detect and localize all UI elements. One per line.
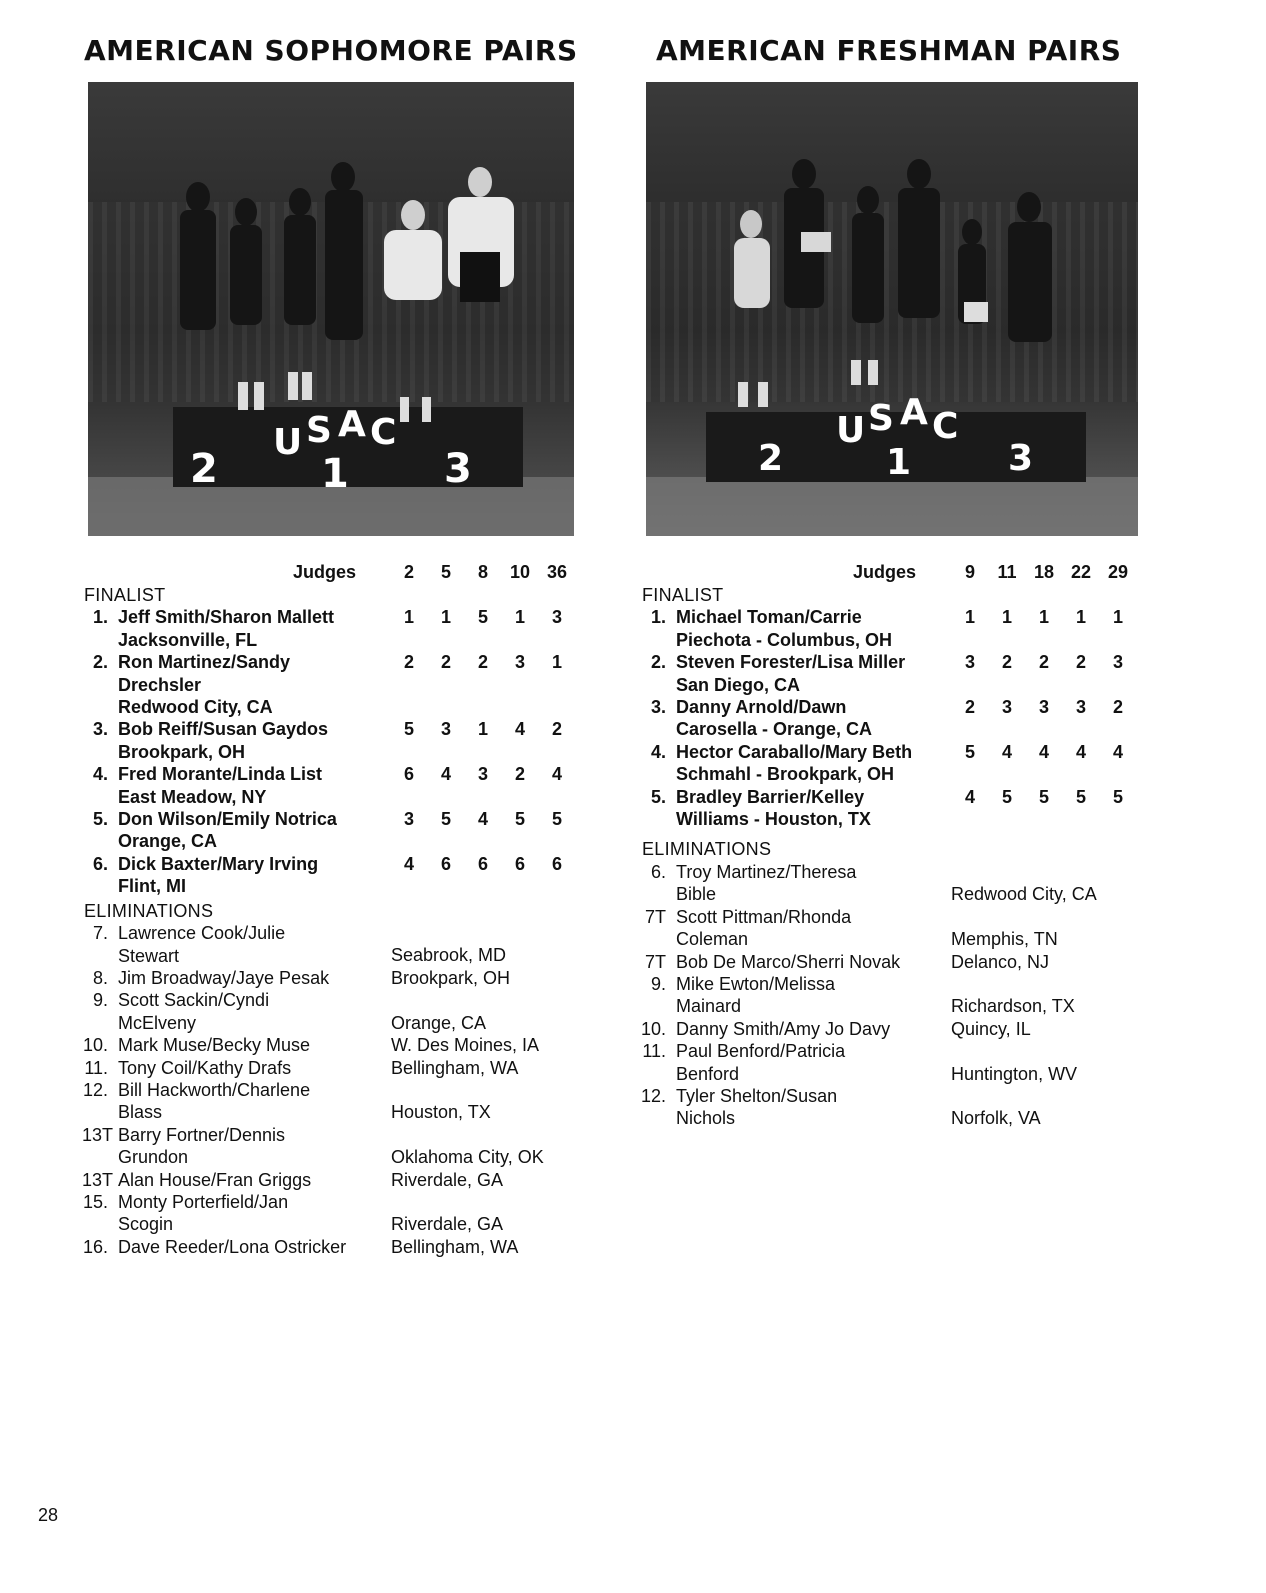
svg-text:1: 1 (321, 451, 349, 497)
place: 1. (650, 607, 666, 628)
entry-line: East Meadow, NY (118, 786, 267, 807)
svg-text:U: U (836, 410, 866, 451)
score: 4 (551, 764, 562, 785)
location: Delanco, NJ (951, 951, 1050, 972)
eliminations-label: ELIMINATIONS (84, 900, 214, 921)
elimination-row (642, 1018, 1142, 1040)
score: 2 (1112, 697, 1123, 718)
score: 1 (514, 607, 525, 628)
elimination-row (84, 1169, 584, 1191)
elimination-row (642, 951, 1142, 973)
location: Richardson, TX (951, 996, 1075, 1017)
score: 4 (1038, 741, 1049, 762)
score: 3 (1001, 697, 1012, 718)
place: 16. (82, 1236, 108, 1257)
entry-line: Bob Reiff/Susan Gaydos (118, 719, 329, 740)
score: 5 (1112, 786, 1123, 807)
eliminations-label: ELIMINATIONS (642, 839, 772, 860)
location: W. Des Moines, IA (391, 1035, 540, 1056)
finalist-row (84, 651, 584, 718)
location: Houston, TX (391, 1102, 491, 1123)
place: 12. (640, 1085, 666, 1106)
location: Redwood City, CA (951, 884, 1097, 905)
entry-line: Michael Toman/Carrie (676, 607, 862, 628)
location: Memphis, TN (951, 929, 1058, 950)
score: 1 (477, 719, 488, 740)
score: 3 (551, 607, 562, 628)
finalist-list (642, 606, 1142, 830)
elimination-row (84, 1236, 584, 1258)
freshman-results (642, 561, 1142, 1130)
finalist-row (84, 606, 584, 651)
score: 3 (440, 719, 451, 740)
entry-line: Schmahl - Brookpark, OH (676, 764, 895, 785)
judge-number: 22 (1070, 562, 1092, 582)
entry-line: Don Wilson/Emily Notrica (118, 809, 337, 830)
place: 7T (644, 906, 666, 927)
score: 5 (964, 741, 975, 762)
score: 2 (1075, 652, 1086, 673)
score: 4 (440, 764, 451, 785)
entry-line: Mainard (676, 996, 742, 1017)
score: 3 (1112, 652, 1123, 673)
score: 2 (1038, 652, 1049, 673)
judge-number: 5 (440, 562, 451, 582)
entry-line: Flint, MI (118, 876, 186, 897)
score: 5 (514, 809, 525, 830)
place: 1. (92, 607, 108, 628)
score: 3 (403, 809, 414, 830)
elimination-row (84, 1124, 584, 1169)
entry-line: Mike Ewton/Melissa (676, 973, 836, 994)
svg-text:C: C (932, 406, 959, 447)
svg-text:A: A (338, 404, 366, 445)
entry-line: Drechsler (118, 674, 202, 695)
entry-line: Orange, CA (118, 831, 218, 852)
score: 3 (1075, 697, 1086, 718)
score: 1 (1075, 607, 1086, 628)
place: 6. (92, 853, 108, 874)
entry-line: Danny Smith/Amy Jo Davy (676, 1018, 891, 1039)
score: 4 (477, 809, 488, 830)
place: 3. (92, 719, 108, 740)
entry-line: Mark Muse/Becky Muse (118, 1035, 311, 1056)
entry-line: Tyler Shelton/Susan (676, 1085, 838, 1106)
place: 2. (650, 652, 666, 673)
location: Riverdale, GA (391, 1214, 504, 1235)
score: 6 (551, 853, 562, 874)
elimination-row (642, 906, 1142, 951)
finalist-row (84, 718, 584, 763)
score: 2 (403, 652, 414, 673)
entry-line: Danny Arnold/Dawn (676, 697, 847, 718)
place: 7. (92, 923, 108, 944)
judge-number: 36 (546, 562, 568, 582)
entry-line: Lawrence Cook/Julie (118, 923, 286, 944)
score: 4 (964, 786, 975, 807)
place: 5. (92, 809, 108, 830)
score: 5 (551, 809, 562, 830)
score: 2 (551, 719, 562, 740)
score: 4 (514, 719, 525, 740)
entry-line: Bible (676, 884, 717, 905)
score: 4 (1001, 741, 1012, 762)
entry-line: Williams - Houston, TX (676, 809, 871, 830)
score: 3 (1038, 697, 1049, 718)
score: 6 (477, 853, 488, 874)
entry-line: Jim Broadway/Jaye Pesak (118, 967, 330, 988)
finalist-row (84, 808, 584, 853)
entry-line: Jacksonville, FL (118, 629, 258, 650)
finalist-label: FINALIST (642, 585, 724, 605)
elimination-row (84, 1191, 584, 1236)
elimination-row (84, 967, 584, 989)
entry-line: Scott Pittman/Rhonda (676, 906, 852, 927)
entry-line: Coleman (676, 929, 749, 950)
score: 1 (1001, 607, 1012, 628)
finalist-row (642, 606, 1142, 651)
finalist-row (642, 696, 1142, 741)
place: 15. (82, 1191, 108, 1212)
place: 3. (650, 697, 666, 718)
entry-line: Steven Forester/Lisa Miller (676, 652, 906, 673)
score: 5 (1001, 786, 1012, 807)
elimination-row (84, 1057, 584, 1079)
finalist-row (84, 853, 584, 898)
location: Seabrook, MD (391, 945, 507, 966)
entry-line: Dave Reeder/Lona Ostricker (118, 1236, 347, 1257)
score: 1 (964, 607, 975, 628)
score: 1 (403, 607, 414, 628)
score: 2 (964, 697, 975, 718)
finalist-row (642, 651, 1142, 696)
elimination-row (642, 1040, 1142, 1085)
entry-line: Scogin (118, 1214, 174, 1235)
score: 1 (1112, 607, 1123, 628)
score: 1 (1038, 607, 1049, 628)
elimination-row (84, 1079, 584, 1124)
judge-number: 2 (403, 562, 414, 582)
location: Riverdale, GA (391, 1169, 504, 1190)
section-title: AMERICAN SOPHOMORE PAIRS (84, 34, 578, 67)
location: Orange, CA (391, 1012, 487, 1033)
svg-text:C: C (370, 412, 397, 453)
place: 10. (640, 1018, 666, 1039)
place: 9. (92, 990, 108, 1011)
entry-line: Bob De Marco/Sherri Novak (676, 951, 901, 972)
location: Quincy, IL (951, 1018, 1031, 1039)
entry-line: Monty Porterfield/Jan (118, 1191, 289, 1212)
elimination-row (84, 922, 584, 967)
score: 4 (1075, 741, 1086, 762)
svg-text:1: 1 (886, 442, 912, 483)
judges-label: Judges (293, 562, 357, 582)
location: Brookpark, OH (391, 967, 511, 988)
elimination-row (642, 861, 1142, 906)
judge-number: 9 (964, 562, 975, 582)
svg-text:2: 2 (190, 446, 218, 492)
entry-line: Troy Martinez/Theresa (676, 861, 857, 882)
score: 3 (964, 652, 975, 673)
entry-line: Bradley Barrier/Kelley (676, 786, 865, 807)
place: 4. (92, 764, 108, 785)
section-title: AMERICAN FRESHMAN PAIRS (656, 34, 1122, 67)
score: 3 (514, 652, 525, 673)
score: 2 (440, 652, 451, 673)
podium-photo-image (646, 82, 1138, 536)
entry-line: Grundon (118, 1147, 189, 1168)
score: 5 (1075, 786, 1086, 807)
podium-photo (646, 82, 1138, 536)
svg-text:S: S (306, 410, 332, 451)
score: 2 (477, 652, 488, 673)
score: 6 (440, 853, 451, 874)
elimination-row (84, 989, 584, 1034)
finalist-label: FINALIST (84, 585, 166, 605)
place: 7T (644, 951, 666, 972)
score: 6 (514, 853, 525, 874)
entry-line: Carosella - Orange, CA (676, 719, 873, 740)
place: 6. (650, 861, 666, 882)
place: 5. (650, 786, 666, 807)
score: 5 (403, 719, 414, 740)
place: 13T (82, 1169, 114, 1190)
entry-line: Piechota - Columbus, OH (676, 629, 893, 650)
score: 2 (1001, 652, 1012, 673)
place: 8. (92, 967, 108, 988)
location: Oklahoma City, OK (391, 1147, 544, 1168)
entry-line: Benford (676, 1063, 740, 1084)
place: 4. (650, 741, 666, 762)
place: 2. (92, 652, 108, 673)
entry-line: Alan House/Fran Griggs (118, 1169, 312, 1190)
judge-number: 11 (997, 562, 1017, 582)
svg-text:2: 2 (758, 438, 784, 479)
score: 1 (551, 652, 562, 673)
elimination-row (642, 973, 1142, 1018)
eliminations-list (642, 861, 1142, 1130)
finalist-row (642, 741, 1142, 786)
location: Huntington, WV (951, 1063, 1078, 1084)
score: 5 (477, 607, 488, 628)
entry-line: Brookpark, OH (118, 741, 246, 762)
podium-photo (88, 82, 574, 536)
judge-number: 29 (1107, 562, 1129, 582)
finalist-row (642, 786, 1142, 831)
entry-line: Paul Benford/Patricia (676, 1041, 846, 1062)
elimination-row (642, 1085, 1142, 1130)
score: 4 (403, 853, 414, 874)
entry-line: Tony Coil/Kathy Drafs (118, 1057, 292, 1078)
finalist-list (84, 606, 584, 897)
entry-line: Fred Morante/Linda List (118, 764, 323, 785)
score: 2 (514, 764, 525, 785)
entry-line: Barry Fortner/Dennis (118, 1124, 286, 1145)
entry-line: Bill Hackworth/Charlene (118, 1079, 311, 1100)
score: 3 (477, 764, 488, 785)
score: 5 (440, 809, 451, 830)
score: 4 (1112, 741, 1123, 762)
score: 5 (1038, 786, 1049, 807)
entry-line: Ron Martinez/Sandy (118, 652, 291, 673)
elimination-row (84, 1034, 584, 1056)
place: 12. (82, 1079, 108, 1100)
score: 6 (403, 764, 414, 785)
judges-header (642, 561, 1142, 584)
judges-header (84, 561, 584, 584)
entry-line: Hector Caraballo/Mary Beth (676, 741, 913, 762)
location: Bellingham, WA (391, 1236, 519, 1257)
entry-line: Nichols (676, 1108, 736, 1129)
entry-line: Scott Sackin/Cyndi (118, 990, 270, 1011)
sophomore-results (84, 561, 584, 1258)
judge-number: 10 (509, 562, 531, 582)
score: 1 (440, 607, 451, 628)
location: Bellingham, WA (391, 1057, 519, 1078)
place: 13T (82, 1124, 114, 1145)
podium-photo-image (88, 82, 574, 536)
svg-text:3: 3 (444, 446, 472, 492)
svg-text:S: S (868, 398, 894, 439)
entry-line: McElveny (118, 1012, 197, 1033)
judge-number: 18 (1033, 562, 1055, 582)
entry-line: Redwood City, CA (118, 697, 273, 718)
entry-line: Blass (118, 1102, 163, 1123)
location: Norfolk, VA (951, 1108, 1041, 1129)
entry-line: Dick Baxter/Mary Irving (118, 853, 319, 874)
place: 9. (650, 973, 666, 994)
entry-line: Jeff Smith/Sharon Mallett (118, 607, 335, 628)
svg-text:3: 3 (1008, 438, 1034, 479)
entry-line: San Diego, CA (676, 674, 801, 695)
svg-text:A: A (900, 392, 928, 433)
finalist-row (84, 763, 584, 808)
judge-number: 8 (477, 562, 488, 582)
page-number: 28 (38, 1505, 59, 1525)
place: 11. (84, 1057, 108, 1078)
judges-label: Judges (853, 562, 917, 582)
place: 11. (642, 1041, 666, 1062)
entry-line: Stewart (118, 945, 180, 966)
place: 10. (82, 1035, 108, 1056)
eliminations-list (84, 922, 584, 1258)
svg-text:U: U (273, 422, 303, 463)
